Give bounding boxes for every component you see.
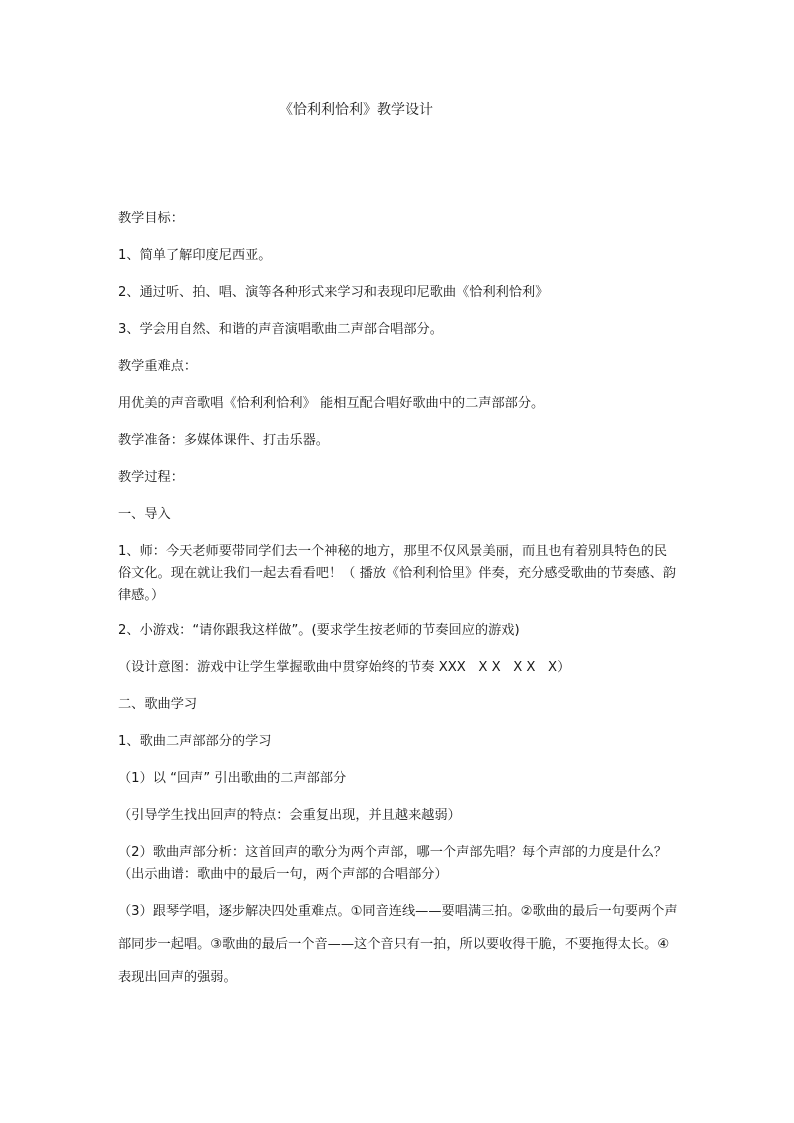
paragraph-objectives-heading: 教学目标： [118,211,184,226]
paragraph-design-intent: （设计意图：游戏中让学生掌握歌曲中贯穿始终的节奏 XXX X X X X X） [118,660,571,675]
paragraph-echo-features: （引导学生找出回声的特点：会重复出现，并且越来越弱） [118,808,461,823]
paragraph-process-heading: 教学过程： [118,470,184,485]
paragraph-preparation: 教学准备：多媒体课件、打击乐器。 [118,433,329,448]
document-title: 《恰利利恰利》教学设计 [279,102,433,118]
paragraph-key-points: 用优美的声音歌唱《恰利利恰利》 能相互配合唱好歌曲中的二声部部分。 [118,396,545,411]
section-heading-intro: 一、导入 [118,507,171,522]
paragraph-step-2: （2）歌曲声部分析：这首回声的歌分为两个声部，哪一个声部先唱？每个声部的力度是什么？（出示曲谱：歌曲中的最后一句，两个声部的合唱部分） [118,845,668,882]
paragraph-intro-1: 1、师：今天老师要带同学们去一个神秘的地方，那里不仅风景美丽，而且也有着别具特色的民俗文化。现在就让我们一起去看看吧！（ 播放《恰利利恰里》伴奏，充分感受歌曲的节奏感、韵律感。） [118,544,677,603]
paragraph-key-points-heading: 教学重难点： [118,359,198,374]
document-body [118,208,678,1009]
paragraph-objective-3: 3、学会用自然、和谐的声音演唱歌曲二声部合唱部分。 [118,322,443,337]
section-heading-song-learning: 二、歌曲学习 [118,697,198,712]
paragraph-step-3: （3）跟琴学唱，逐步解决四处重难点。①同音连线——要唱满三拍。②歌曲的最后一句要两个声部同步一起唱。③歌曲的最后一个音——这个音只有一拍，所以要收得干脆，不要拖得太长。④表现出回声的强弱。 [118,904,678,985]
paragraph-objective-2: 2、通过听、拍、唱、演等各种形式来学习和表现印尼歌曲《恰利利恰利》 [118,285,549,300]
paragraph-song-part-1: 1、歌曲二声部部分的学习 [118,734,272,749]
paragraph-intro-2: 2、小游戏：“请你跟我这样做”。(要求学生按老师的节奏回应的游戏) [118,623,520,638]
paragraph-step-1: （1）以 “回声” 引出歌曲的二声部部分 [118,771,347,786]
paragraph-objective-1: 1、简单了解印度尼西亚。 [118,248,272,263]
